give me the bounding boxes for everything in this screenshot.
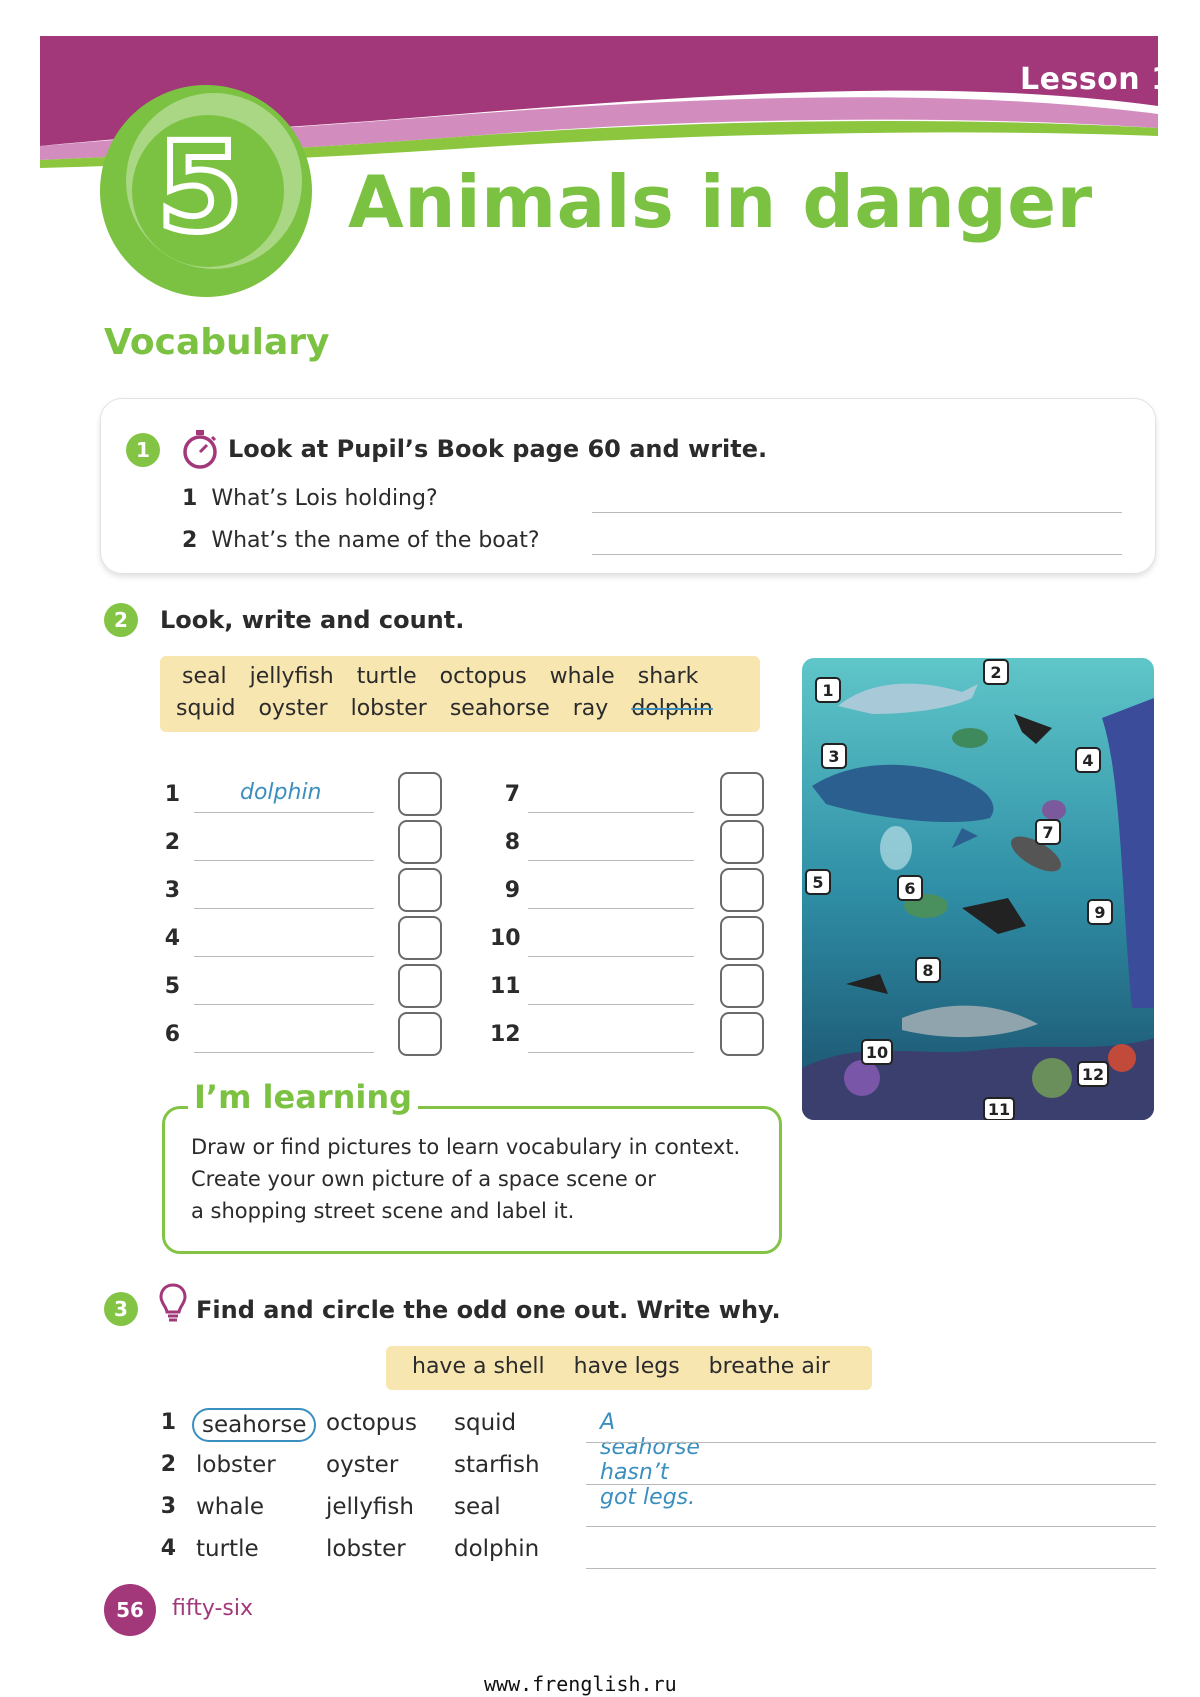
svg-text:4: 4 [1082,751,1094,770]
answer-line-q1[interactable] [592,512,1122,513]
row-number: 4 [160,1536,176,1561]
row-number: 1 [160,1410,176,1435]
reason-line[interactable] [586,1484,1156,1485]
exercise-3-number: 3 [104,1292,138,1326]
question-2 [182,528,540,553]
svg-text:10: 10 [865,1043,889,1062]
sea-picture [802,658,1154,1120]
picture-label-5 [806,870,830,894]
answer-line[interactable] [194,908,374,909]
answer-number: 9 [504,878,520,903]
row-word[interactable]: seal [454,1494,501,1520]
reason-line[interactable] [586,1526,1156,1527]
count-box[interactable] [720,916,764,960]
word-bank-word: turtle [356,664,417,689]
answer-number: 2 [164,830,180,855]
answer-number: 10 [490,926,521,951]
exercise-2-instruction: Look, write and count. [160,606,465,634]
count-box[interactable] [398,964,442,1008]
answer-line-q2[interactable] [592,554,1122,555]
svg-text:7: 7 [1042,823,1054,842]
question-1 [182,486,438,511]
lightbulb-icon [158,1282,188,1324]
row-word[interactable]: dolphin [454,1536,540,1562]
answer-number: 1 [164,782,180,807]
answer-line[interactable] [528,860,694,861]
answer-line[interactable] [194,812,374,813]
count-box[interactable] [398,1012,442,1056]
row-word[interactable]: starfish [454,1452,540,1478]
lesson-label: Lesson 1 [1020,62,1173,97]
svg-text:8: 8 [922,961,934,980]
row-word[interactable]: oyster [326,1452,399,1478]
word-bank-word: jellyfish [249,664,334,689]
reason-word: have a shell [412,1354,545,1379]
answer-line[interactable] [528,1004,694,1005]
word-bank-word: ray [572,696,609,721]
word-bank-word: seal [182,664,227,689]
word-bank-word-crossed: dolphin [631,696,713,721]
count-box[interactable] [720,772,764,816]
word-bank [160,656,760,732]
answer-number: 12 [490,1022,521,1047]
count-box[interactable] [720,820,764,864]
tip-box [162,1106,782,1254]
word-bank-word: oyster [258,696,328,721]
section-heading: Vocabulary [104,322,330,363]
answer-number: 8 [504,830,520,855]
word-bank-word: lobster [350,696,427,721]
word-bank-word: octopus [439,664,527,689]
svg-text:6: 6 [904,879,916,898]
picture-label-11 [984,1098,1014,1120]
page-title: Animals in danger [348,160,1093,244]
picture-label-4 [1076,748,1100,772]
picture-label-12 [1078,1062,1108,1086]
row-number: 3 [160,1494,176,1519]
answer-line[interactable] [528,812,694,813]
reason-answer: A seahorse hasn’t got legs. [600,1410,700,1510]
page-number-words: fifty-six [172,1596,254,1621]
tip-line: Create your own picture of a space scene or [191,1167,656,1191]
picture-label-1 [816,678,840,702]
count-box[interactable] [398,772,442,816]
picture-label-7 [1036,820,1060,844]
row-word[interactable]: octopus [326,1410,417,1436]
svg-text:11: 11 [987,1100,1011,1119]
answer-line[interactable] [194,956,374,957]
tip-line: Draw or find pictures to learn vocabulary in context. [191,1135,741,1159]
tip-title: I’m learning [188,1078,418,1116]
count-box[interactable] [398,916,442,960]
website-watermark: www.frenglish.ru [484,1672,677,1696]
answer-number: 7 [504,782,520,807]
page-number: 56 [104,1584,156,1636]
answer-number: 11 [490,974,521,999]
question-text: What’s Lois holding? [211,486,438,511]
unit-number-badge [96,55,328,303]
reason-word: have legs [573,1354,680,1379]
question-text: What’s the name of the boat? [211,528,540,553]
count-box[interactable] [398,820,442,864]
svg-text:2: 2 [990,663,1002,682]
answer-number: 6 [164,1022,180,1047]
exercise-1-instruction: Look at Pupil’s Book page 60 and write. [228,435,768,463]
unit-number: 5 [156,116,244,260]
count-box[interactable] [720,1012,764,1056]
word-bank-word: seahorse [449,696,550,721]
picture-label-3 [822,744,846,768]
picture-label-9 [1088,900,1112,924]
word-bank-word: squid [176,696,236,721]
tip-line: a shopping street scene and label it. [191,1199,575,1223]
answer-line[interactable] [194,1052,374,1053]
svg-text:1: 1 [822,681,834,700]
answer-line[interactable] [194,1004,374,1005]
row-word[interactable]: jellyfish [326,1494,414,1520]
word-bank-word: shark [637,664,699,689]
svg-text:9: 9 [1094,903,1106,922]
count-box[interactable] [398,868,442,912]
question-number: 1 [182,486,198,511]
reason-word: breathe air [708,1354,830,1379]
exercise-2-number: 2 [104,603,138,637]
answer-line[interactable] [528,956,694,957]
answer-number: 4 [164,926,180,951]
answer-line[interactable] [528,908,694,909]
circled-word[interactable]: seahorse [192,1408,316,1442]
row-word[interactable]: whale [196,1494,265,1520]
row-word[interactable]: turtle [196,1536,259,1562]
count-box[interactable] [720,964,764,1008]
answer-number: 5 [164,974,180,999]
reason-word-bank [386,1346,872,1390]
reason-line[interactable] [586,1568,1156,1569]
picture-label-8 [916,958,940,982]
svg-text:3: 3 [828,747,840,766]
word-bank-word: whale [549,664,615,689]
exercise-3-instruction: Find and circle the odd one out. Write why. [196,1296,781,1324]
row-number: 2 [160,1452,176,1477]
svg-text:5: 5 [812,873,824,892]
stopwatch-icon [180,428,220,470]
answer-text: dolphin [240,780,322,805]
exercise-1-number: 1 [126,433,160,467]
row-word[interactable]: squid [454,1410,517,1436]
picture-label-10 [862,1040,892,1064]
picture-label-2 [984,660,1008,684]
row-word[interactable]: lobster [196,1452,276,1478]
answer-line[interactable] [528,1052,694,1053]
question-number: 2 [182,528,198,553]
answer-line[interactable] [194,860,374,861]
answer-number: 3 [164,878,180,903]
svg-text:12: 12 [1081,1065,1105,1084]
count-box[interactable] [720,868,764,912]
row-word[interactable]: lobster [326,1536,406,1562]
picture-label-6 [898,876,922,900]
reason-line[interactable] [586,1442,1156,1443]
